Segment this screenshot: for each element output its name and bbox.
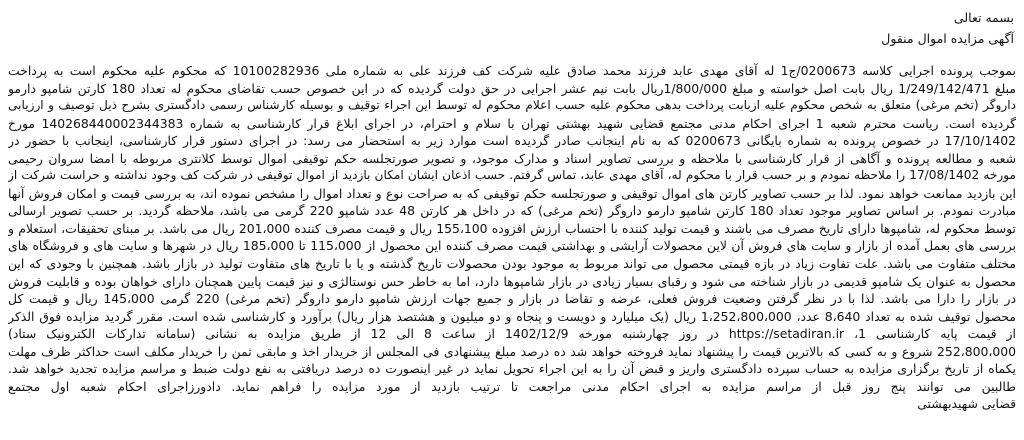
notice-line: مورخه 17/08/1402 را ملاحظه نمودم و بر حسب قرار با محکوم له، آقای مهدی عابد، تماس گرفتم. حسب اذعان ایشان امکان بازدید از اموال توقیفی در شرکت کف وجود نداشته و حراست شرکت از	[8, 168, 1016, 183]
notice-line: 252،800،000 شروع و به کسی که بالاترین قیمت را پیشنهاد نماید فروخته خواهد شد ده درصد مبلغ پیشنهادی فی المجلس از خریدار اخذ و مابقی ثمن را خریدار مکلف است حداکثر ظرف مهلت	[8, 343, 1016, 359]
notice-line: این بازدید ممانعت خواهد نمود. لذا بر حسب تصاویر کارتن های اموال توقیفی و صورتجلسه حکم توقیفی که به صراحت نوع و تعداد اموال را مشخص نموده اند، به بررسی قیمت و امکان فروش آنها	[8, 185, 1016, 201]
notice-line: محصول توقیف شده به تعداد 8،640 عدد، 1،252،800،000 ریال (یک میلیارد و دویست و پنجاه و دو میلیون و هشتصد هزار ریال) برآورد و کارشناسی شده است. مقرر گردید مزایده فوق الذکر	[8, 308, 1016, 324]
notice-line: گردیده است. ریاست محترم شعبه 1 اجرای احکام مدنی مجتمع قضایی شهید بهشتی تهران با سلام و احترام، در اجرای ابلاغ قرار کارشناسی به شماره 140268440002344383 مورخ	[8, 115, 1016, 131]
notice-line: مختلف متفاوت می باشد. علت تفاوت زیاد در بازه قیمتی محصول می تواند مربوط به موجود بودن محصولات تاریخ گذشته و یا با تاریخ های متفاوت تولید در بازار باشد. همچنین با وجودی که این	[8, 256, 1016, 272]
notice-line: بموجب پرونده اجرایی کلاسه 0200673/ج1 له آقای مهدی عابد فرزند محمد صادق علیه شرکت کف فرزند علی به شماره ملی 10100282936 که محکوم علیه محکوم است به پرداخت	[8, 63, 1016, 78]
notice-line: یکماه از تاریخ برگزاری مزایده به حساب سپرده دادگستری واریز و قبض آن را به این اجراء تحویل نماید در غیر اینصورت ده درصد دریافتی به نفع دولت ضبط و مراسم مزایده تجدید خواهد شد.	[8, 361, 1016, 377]
notice-line: قضایی شهیدبهشتی	[917, 396, 1016, 412]
notice-body	[8, 62, 1016, 413]
notice-line: داروگر (تخم مرغی) متعلق به شخص محکوم علیه ازبابت پرداخت بدهی محکوم علیه حسب اعلام محکوم له توسط این اجراء توقیف و بوسیله کارشناس رسمی دادگستری بشرح ذیل توصیف و ارزیابی	[8, 98, 1016, 113]
document-subtitle: آگهی مزایده اموال منقول	[881, 31, 1014, 46]
document-title: بسمه تعالی	[953, 10, 1014, 25]
notice-line: در بازار را دارا می باشد. لذا با در نظر گرفتن وضعیت فروش فعلی، عرضه و تقاضا در بازار و جمیع جهات ارزش شامپو دارمو داروگر (تخم مرغی) 220 گرمی 145،000 ریال و قیمت کل	[8, 291, 1016, 307]
notice-line: توسط محکوم له، شامپوها دارای تاریخ مصرف می باشند و قیمت تولید کننده با احتساب ارزش افزوده 155،100 ریال و قیمت مصرف کننده 201،000 ریال می باشد. بر مبنای تحقیقات، استعلام و	[8, 220, 1016, 236]
notice-line: محصول به عنوان یک شامپو قدیمی در بازار شناخته می شود و رقبای بسیار زیادی در بازار شامپوها دارد، اما به خاطر حس نوستالژی و نیز قیمت پایین همچنان دارای خواهان بوده و قابلیت فروش	[8, 273, 1016, 289]
notice-line: بررسی های بعمل آمده از بازار و سایت های فروش آن لاین محصولات آرایشی و بهداشتی قیمت مصرف کننده این محصول از 115،000 تا 185،000 ریال در شهرها و سایت های و فروشگاه های	[8, 238, 1016, 254]
notice-line: از قیمت پایه کارشناسی 1، https://setadiran.ir در روز چهارشنبه مورخه 1402/12/9 از ساعت 8 الی 12 از طریق مزایده به نشانی (سامانه تدارکات الکترونیک ستاد)	[8, 326, 1016, 342]
notice-line: مبادرت نمودم. بر اساس تصاویر موجود تعداد 180 کارتن شامپو دارمو داروگر (تخم مرغی) که در داخل هر کارتن 48 عدد شامپو 220 گرمی می باشد، ملاحظه گردید. بر حسب تصویر ارسالی	[8, 203, 1016, 219]
notice-line: 17/10/1402 در خصوص پرونده به شماره بایگانی 0200673 که به نام اینجانب صادر گردیده است موارد زیر به استحضار می رسد: در اجرای دستور قرار کارشناسی، اینجانب با حضور در	[8, 133, 1016, 149]
notice-line: طالبین می توانند پنج روز قبل از مراسم مزایده به اجرای احکام مدنی مراجعت تا ترتیب بازدید از مورد مزایده را فراهم نماید. دادورزاجرای احکام شعبه اول مجتمع	[8, 378, 1016, 394]
notice-line: مبلغ 1/249/142/471 ریال بابت اصل خواسته و مبلغ 1/800/000ریال بابت نیم عشر اجرایی در حق دولت گردیده که در این خصوص حسب تقاضای محکوم له تعداد 180 کارتن شامپو دارمو	[8, 80, 1016, 96]
notice-line: شعبه و مطالعه پرونده و آگاهی از قرار کارشناسی با ملاحظه و بررسی تصاویر اسناد و مدارک موجود، و تصویر صورتجلسه حکم توقیفی اموال توسط کلانتری مربوطه با امضا سروان رحیمی	[8, 150, 1016, 166]
